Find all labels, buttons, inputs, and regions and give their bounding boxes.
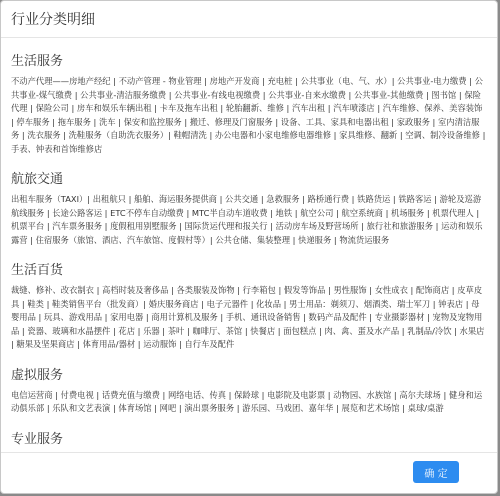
section-items: 出租车服务（TAXI）| 出租航只 | 船舶、海运服务提供商 | 公共交通 | 急救服务 | 路桥通行费 | 铁路货运 | 铁路客运 | 游轮及巡游航线服务 | 长途公路客运 | ETC不停车自动缴费 | MTC半自动车道收费 | 地铁 | 航空公司 | 航空系统商 | 机场服务 | 机票代理人 | 机票平台 | 汽车票务服务 | 度假租用别墅服务 | 国际货运代理和报关行 | 活动房车场及野营场所 | 旅行社和旅游服务 | 运动和娱乐露营 | 住宿服务（旅馆、酒店、汽车旅馆、度假村等）| 公共仓储、集装整理 | 快递服务 | 物流货运服务 [11, 194, 483, 245]
section-title: 虚拟服务 [11, 367, 64, 383]
section-title: 航旅交通 [11, 172, 64, 187]
section-virtual-services [11, 364, 487, 416]
section-title: 生活百货 [11, 263, 64, 278]
confirm-button[interactable]: 确 定 [413, 461, 459, 483]
dialog-body [1, 38, 497, 453]
section-items: 不动产代理——房地产经纪 | 不动产管理 - 物业管理 | 房地产开发商 | 充电桩 | 公共事业（电、气、水）| 公共事业-电力缴费 | 公共事业-煤气缴费 | 公共事业-清洁服务缴费 | 公共事业-有线电视缴费 | 公共事业-自来水缴费 | 公共事业-其他缴费 | 图书馆 | 保险代理 | 保险公司 | 房车和娱乐车辆出租 | 卡车及拖车出租 | 轮胎翻新、维修 | 汽车出租 | 汽车喷漆店 | 汽车维修、保养、美容装饰 | 停车服务 | 拖车服务 | 洗车 | 保安和监控服务 | 搬迁、修理及门窗服务 | 设备、工具、家具和电器出租 | 家政服务 | 室内清洁服务 | 洗衣服务 | 洗鞋服务（自助洗衣服务）| 鞋帽清洗 | 办公电器和小家电维修电器维修 | 家具维修、翻新 | 空调、制冷设备维修 | 手表、钟表和首饰维修店 [11, 76, 486, 154]
section-items: 电信运营商 | 付费电视 | 话费充值与缴费 | 网络电话、传真 | 保龄球 | 电影院及电影票 | 动物园、水族馆 | 高尔夫球场 | 健身和运动俱乐部 | 乐队和文艺表演 | 体育场馆 | 网吧 | 演出票务服务 | 游乐园、马戏团、嘉年华 | 展览和艺术场馆 | 桌球/桌游 [11, 389, 483, 413]
section-professional-services [11, 428, 487, 454]
section-life-services [11, 50, 487, 156]
section-title: 生活服务 [11, 54, 64, 69]
section-travel-transport [11, 168, 487, 247]
dialog-footer [1, 452, 497, 493]
dialog-title: 行业分类明细 [11, 12, 95, 28]
section-general-merchandise [11, 259, 487, 352]
dialog-header [1, 1, 497, 38]
section-title: 专业服务 [11, 431, 64, 447]
section-items: 裁缝、修补、改衣制衣 | 高档时装及奢侈品 | 各类服装及饰物 | 行李箱包 | 假发等饰品 | 男性服饰 | 女性成衣 | 配饰商店 | 皮草皮具 | 鞋类 | 鞋类销售平台（批发商）| 婚庆服务商店 | 电子元器件 | 化妆品 | 男士用品：剃须刀、烟酒类、瑞士军刀 | 钟表店 | 母婴用品 | 玩具、游戏用品 | 家用电器 | 商用计算机及服务 | 手机、通讯设备销售 | 数码产品及配件 | 专业摄影器材 | 宠物及宠物用品 | 瓷器、玻璃和水晶摆件 | 花店 | 乐器 | 茶叶 | 咖啡厅、茶馆 | 快餐店 | 面包糕点 | 肉、禽、蛋及水产品 | 乳制品/冷饮 | 水果店 | 糖果及坚果商店 | 体育用品/器材 | 运动服饰 | 自行车及配件 [11, 285, 485, 349]
